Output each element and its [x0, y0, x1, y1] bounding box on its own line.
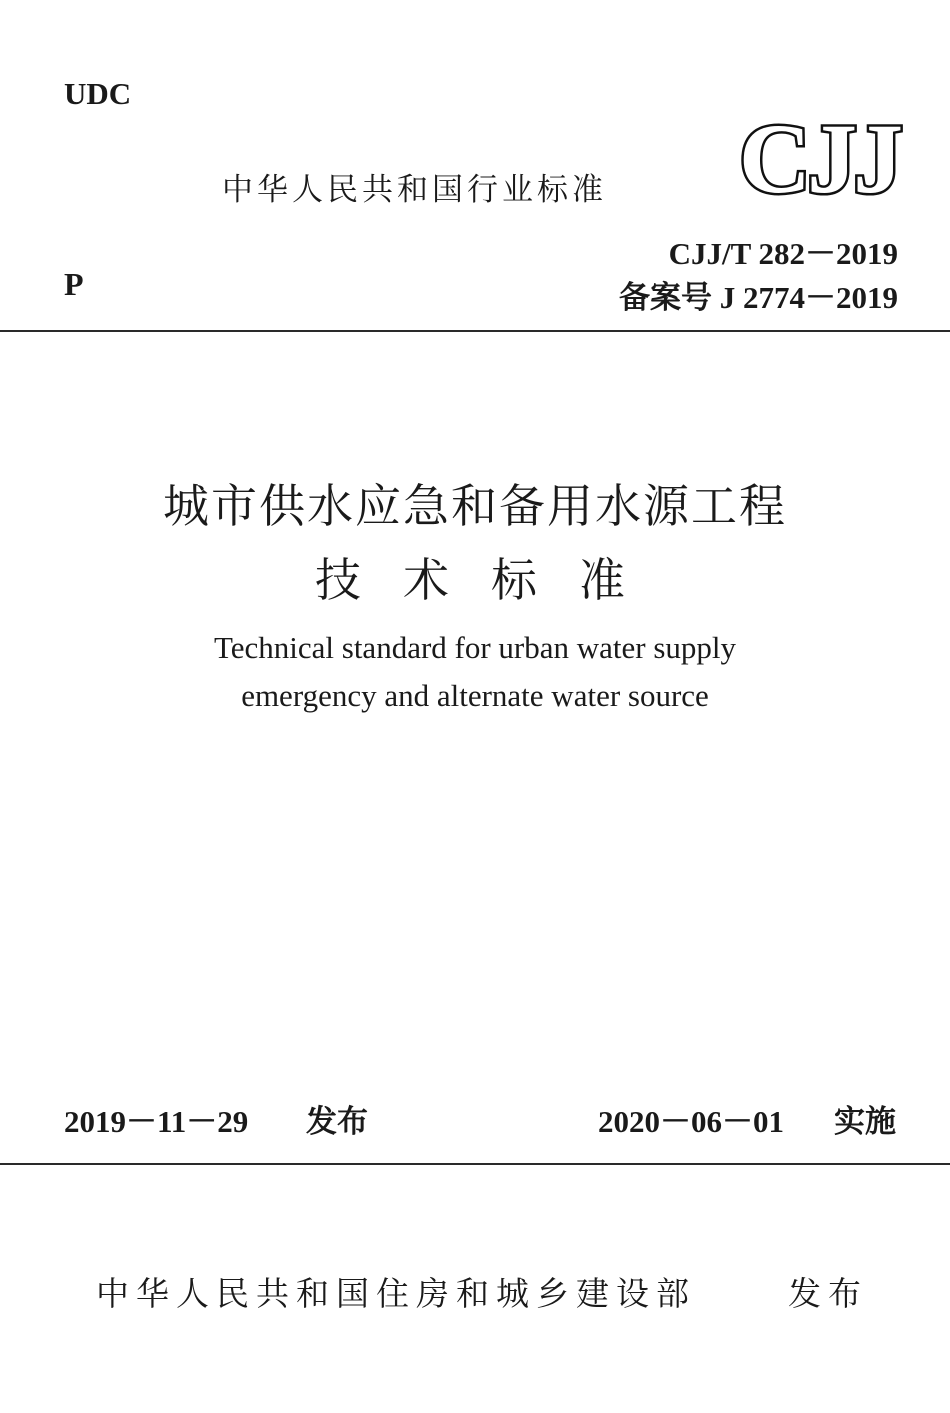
- implementation-date: 2020－06－01: [598, 1104, 784, 1139]
- title-chinese-line-1: 城市供水应急和备用水源工程: [163, 481, 787, 532]
- industry-standard-title: 中华人民共和国行业标准: [222, 172, 607, 208]
- issue-label: 发布: [306, 1104, 368, 1140]
- publish-label: 发布: [788, 1274, 868, 1313]
- cjj-logo-text: CJJ: [738, 112, 900, 204]
- udc-label: UDC: [64, 76, 132, 111]
- bottom-divider: [0, 1163, 950, 1165]
- implementation-label: 实施: [834, 1104, 896, 1140]
- publisher-name: 中华人民共和国住房和城乡建设部: [96, 1274, 696, 1313]
- title-english-line-1: Technical standard for urban water supply: [213, 630, 737, 665]
- issue-date: 2019－11－29: [64, 1104, 249, 1139]
- category-code: P: [64, 266, 84, 302]
- title-english-line-2: emergency and alternate water source: [241, 678, 709, 713]
- title-chinese-line-2: 技术标准: [315, 555, 667, 606]
- record-number: 备案号 J 2774－2019: [619, 280, 898, 315]
- cjj-logo: [734, 112, 904, 204]
- top-divider: [0, 330, 950, 332]
- standard-number: CJJ/T 282－2019: [668, 236, 898, 271]
